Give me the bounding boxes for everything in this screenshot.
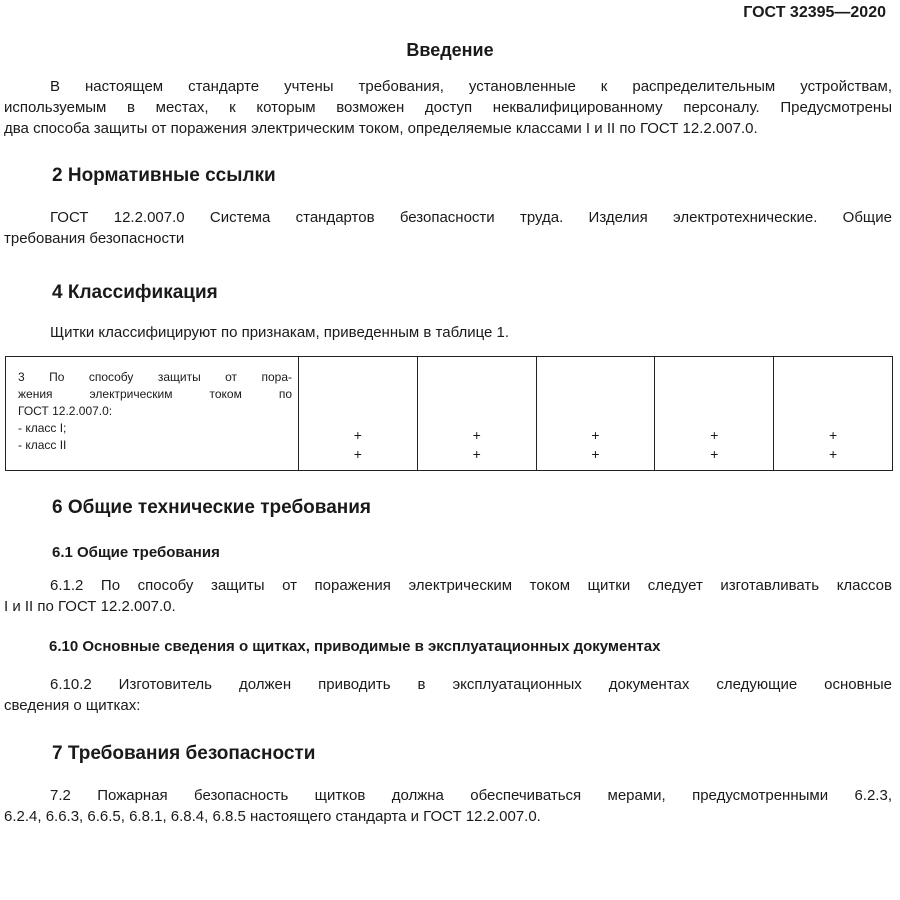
class-2-mark: + — [710, 446, 719, 462]
intro-line: используемым в местах, к которым возможен доступ неквалифицированному персоналу. Предусмотрены — [4, 99, 892, 116]
table-cell — [536, 357, 655, 471]
classification-table — [5, 356, 893, 471]
row-label-line: - класс II — [18, 438, 67, 452]
intro-line: В настоящем стандарте учтены требования, установленные к распределительным устройствам, — [50, 78, 892, 95]
section-2-heading: 2 Нормативные ссылки — [52, 165, 276, 186]
section-7-heading: 7 Требования безопасности — [52, 743, 316, 764]
document-code: ГОСТ 32395—2020 — [743, 4, 886, 21]
row-label-line: 3 По способу защиты от пора- — [18, 370, 292, 384]
section-7-line: 7.2 Пожарная безопасность щитков должна обеспечиваться мерами, предусмотренными 6.2.3, — [50, 787, 892, 804]
section-6-1-paragraph — [4, 575, 892, 617]
class-1-mark: + — [353, 427, 362, 443]
section-6-10-paragraph — [4, 674, 892, 716]
section-4-paragraph — [4, 322, 892, 343]
class-1-mark: + — [710, 427, 719, 443]
section-2-line: ГОСТ 12.2.007.0 Система стандартов безопасности труда. Изделия электротехнические. Общие — [50, 209, 892, 226]
section-7-paragraph — [4, 785, 892, 827]
intro-paragraph — [4, 76, 892, 139]
class-2-mark: + — [591, 446, 600, 462]
section-2-paragraph — [4, 207, 892, 249]
table-cell — [417, 357, 536, 471]
class-1-mark: + — [829, 427, 838, 443]
section-2-line: требования безопасности — [4, 230, 185, 247]
class-1-mark: + — [472, 427, 481, 443]
table-row-label-cell — [6, 357, 299, 471]
class-2-mark: + — [829, 446, 838, 462]
section-4-heading: 4 Классификация — [52, 282, 218, 303]
table-cell — [299, 357, 418, 471]
section-6-10-heading: 6.10 Основные сведения о щитках, приводимые в эксплуатационных документах — [49, 638, 661, 655]
row-label-line: - класс I; — [18, 421, 67, 435]
table-cell — [774, 357, 893, 471]
section-6-10-line: сведения о щитках: — [4, 697, 141, 714]
section-6-1-line: 6.1.2 По способу защиты от поражения электрическим током щитки следует изготавливать классов — [50, 577, 892, 594]
section-6-1-line: I и II по ГОСТ 12.2.007.0. — [4, 598, 176, 615]
row-label-line: жения электрическим током по — [18, 387, 292, 401]
row-label-line: ГОСТ 12.2.007.0: — [18, 404, 113, 418]
intro-title: Введение — [406, 40, 494, 60]
class-2-mark: + — [353, 446, 362, 462]
intro-line: два способа защиты от поражения электрическим током, определяемые классами I и II по ГОСТ 12.2.007.0. — [4, 120, 758, 137]
section-6-1-heading: 6.1 Общие требования — [52, 544, 220, 561]
section-4-line: Щитки классифицируют по признакам, приведенным в таблице 1. — [50, 324, 510, 341]
class-2-mark: + — [472, 446, 481, 462]
section-7-line: 6.2.4, 6.6.3, 6.6.5, 6.8.1, 6.8.4, 6.8.5 настоящего стандарта и ГОСТ 12.2.007.0. — [4, 808, 541, 825]
table-row — [6, 357, 893, 471]
class-1-mark: + — [591, 427, 600, 443]
section-6-10-line: 6.10.2 Изготовитель должен приводить в эксплуатационных документах следующие основные — [50, 676, 892, 693]
section-6-heading: 6 Общие технические требования — [52, 497, 372, 518]
table-cell — [655, 357, 774, 471]
